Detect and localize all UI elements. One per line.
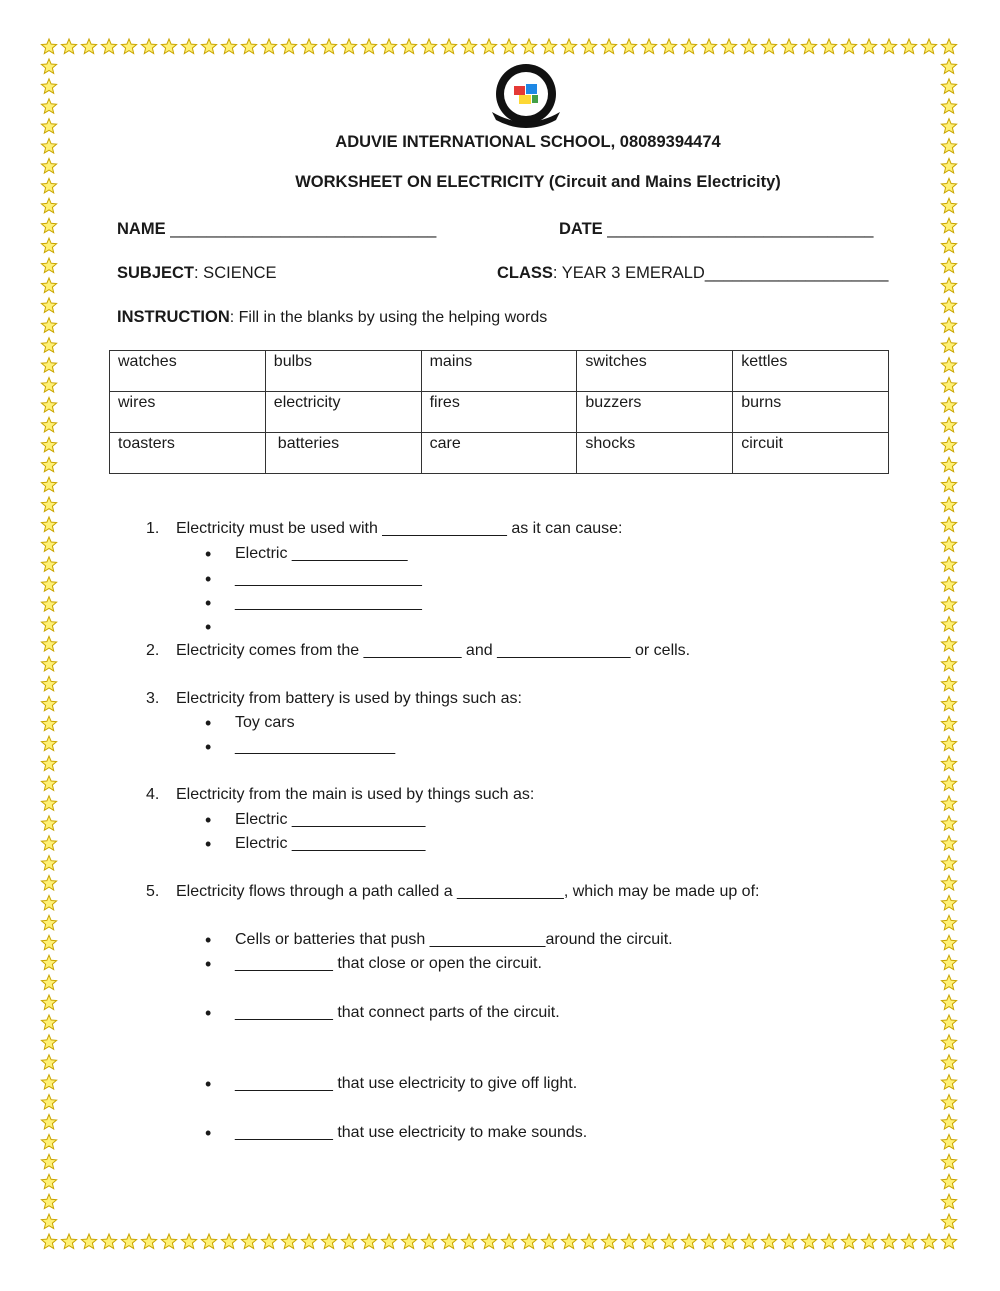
question-4-number: 4. — [146, 786, 160, 803]
border-star — [941, 716, 956, 730]
border-star — [881, 39, 896, 54]
worksheet-title: WORKSHEET ON ELECTRICITY (Circuit and Mains Electricity) — [295, 173, 781, 191]
border-star — [941, 1234, 956, 1249]
border-star — [941, 975, 956, 990]
border-star — [941, 99, 956, 113]
bullet-dot: • — [205, 810, 212, 830]
border-star — [221, 39, 236, 54]
border-star — [321, 1234, 336, 1249]
border-star — [301, 1234, 316, 1249]
border-star — [941, 417, 956, 432]
border-star — [901, 39, 916, 54]
border-star — [261, 39, 276, 54]
date-field[interactable] — [559, 220, 873, 239]
border-star — [941, 1154, 956, 1169]
border-star — [561, 1234, 576, 1249]
border-star — [41, 1115, 56, 1130]
border-star — [41, 457, 56, 471]
bullet-text: ___________ that use electricity to make sounds. — [235, 1124, 588, 1141]
border-star — [41, 218, 56, 232]
border-star — [361, 39, 376, 54]
border-star — [781, 1234, 796, 1249]
bullet-text: ___________ that use electricity to give off light. — [235, 1075, 578, 1092]
border-star — [941, 876, 956, 891]
border-star — [201, 1234, 216, 1249]
border-star — [941, 656, 956, 671]
name-blank[interactable]: _____________________________ — [170, 220, 437, 238]
border-star — [461, 39, 476, 54]
border-star — [41, 557, 56, 572]
border-star — [41, 278, 56, 293]
bullet-text: Electric _______________ — [235, 811, 426, 828]
border-star — [941, 198, 956, 213]
border-star — [581, 1234, 596, 1249]
border-star — [701, 1234, 716, 1249]
border-star — [41, 876, 56, 891]
border-star — [121, 1234, 136, 1249]
border-star — [41, 417, 56, 432]
border-star — [501, 1234, 516, 1249]
border-star — [941, 756, 956, 771]
bullet-text: __________________ — [235, 738, 396, 755]
border-star — [41, 816, 56, 830]
border-star — [801, 1234, 816, 1249]
bullet-dot: • — [205, 834, 212, 854]
border-star — [941, 816, 956, 830]
border-star — [741, 39, 756, 54]
word-cell: fires — [421, 392, 577, 433]
border-star — [841, 39, 856, 54]
border-star — [41, 99, 56, 113]
bullet-text: _____________________ — [235, 570, 422, 587]
border-star — [41, 318, 56, 333]
border-star — [821, 1234, 836, 1249]
border-star — [61, 1234, 76, 1249]
word-cell: watches — [110, 351, 266, 392]
border-star — [941, 955, 956, 969]
border-star — [321, 39, 336, 54]
border-star — [161, 1234, 176, 1249]
border-star — [941, 437, 956, 452]
border-star — [761, 39, 776, 54]
bullet-text: _____________________ — [235, 594, 422, 611]
border-star — [521, 39, 536, 54]
table-row — [110, 392, 889, 433]
border-star — [301, 39, 316, 54]
border-star — [41, 398, 56, 413]
border-star — [781, 39, 796, 54]
border-star — [441, 1234, 456, 1249]
word-cell: batteries — [265, 433, 421, 474]
border-star — [761, 1234, 776, 1249]
border-star — [81, 1234, 96, 1249]
border-star — [41, 1075, 56, 1089]
border-star — [241, 1234, 256, 1249]
border-star — [661, 1234, 676, 1249]
name-field[interactable] — [117, 220, 436, 239]
border-star — [41, 895, 56, 910]
bullet-text: ___________ that connect parts of the circuit. — [235, 1004, 560, 1021]
border-star — [341, 39, 356, 54]
bullet-dot: • — [205, 1123, 212, 1143]
class-field — [497, 264, 888, 283]
question-5-text[interactable]: Electricity flows through a path called a ____________, which may be made up of: — [176, 883, 760, 900]
word-cell: kettles — [733, 351, 889, 392]
border-star — [41, 358, 56, 372]
border-star — [41, 716, 56, 730]
border-star — [721, 1234, 736, 1249]
border-star — [941, 378, 956, 393]
question-1-bullet-3[interactable] — [205, 593, 422, 613]
school-logo — [488, 62, 564, 128]
border-star — [361, 1234, 376, 1249]
question-4-text: Electricity from the main is used by things such as: — [176, 786, 535, 803]
border-star — [541, 39, 556, 54]
border-star — [941, 597, 956, 611]
border-star — [941, 517, 956, 532]
question-2-number: 2. — [146, 642, 160, 659]
border-star — [621, 1234, 636, 1249]
border-star — [941, 1055, 956, 1069]
question-1-text[interactable]: Electricity must be used with ______________ as it can cause: — [176, 520, 623, 537]
border-star — [41, 79, 56, 94]
word-cell: electricity — [265, 392, 421, 433]
border-star — [181, 39, 196, 54]
border-star — [941, 298, 956, 313]
border-star — [41, 955, 56, 969]
border-star — [41, 497, 56, 512]
border-star — [941, 79, 956, 94]
border-star — [41, 1055, 56, 1069]
bullet-dot: • — [205, 713, 212, 733]
border-star — [941, 398, 956, 413]
border-star — [941, 477, 956, 491]
border-star — [941, 1214, 956, 1229]
border-star — [261, 1234, 276, 1249]
border-star — [941, 895, 956, 910]
border-star — [941, 457, 956, 471]
border-star — [921, 39, 936, 54]
border-star — [101, 39, 116, 54]
border-star — [41, 298, 56, 313]
border-star — [101, 1234, 116, 1249]
border-star — [941, 1095, 956, 1110]
border-star — [601, 39, 616, 54]
class-value: : YEAR 3 EMERALD____________________ — [552, 264, 889, 282]
border-star — [941, 1174, 956, 1188]
question-1-number: 1. — [146, 520, 160, 537]
border-star — [881, 1234, 896, 1249]
border-star — [601, 1234, 616, 1249]
border-star — [641, 1234, 656, 1249]
border-star — [41, 836, 56, 850]
bullet-dot: • — [205, 954, 212, 974]
word-cell: burns — [733, 392, 889, 433]
border-star — [281, 39, 296, 54]
table-row — [110, 433, 889, 474]
border-star — [941, 915, 956, 930]
question-4-bullet-1[interactable] — [205, 810, 426, 830]
question-3-bullet-2[interactable] — [205, 737, 396, 757]
border-star — [121, 39, 136, 54]
border-star — [941, 119, 956, 133]
name-label: NAME — [117, 220, 166, 238]
border-star — [161, 39, 176, 54]
border-star — [641, 39, 656, 54]
border-star — [861, 1234, 876, 1249]
border-star — [541, 1234, 556, 1249]
border-star — [901, 1234, 916, 1249]
border-star — [421, 1234, 436, 1249]
border-star — [721, 39, 736, 54]
border-star — [41, 119, 56, 133]
border-star — [221, 1234, 236, 1249]
border-star — [401, 1234, 416, 1249]
border-star — [941, 39, 956, 54]
border-star — [421, 39, 436, 54]
border-star — [941, 1015, 956, 1030]
border-star — [41, 537, 56, 552]
border-star — [441, 39, 456, 54]
border-star — [41, 1134, 56, 1149]
border-star — [941, 1035, 956, 1050]
border-star — [941, 1075, 956, 1089]
word-cell: circuit — [733, 433, 889, 474]
date-blank[interactable]: _____________________________ — [607, 220, 874, 238]
border-star — [41, 1015, 56, 1030]
border-star — [41, 1035, 56, 1050]
border-star — [41, 676, 56, 691]
border-star — [941, 1115, 956, 1130]
border-star — [381, 1234, 396, 1249]
border-star — [941, 1194, 956, 1208]
question-5-bullet-1[interactable] — [205, 930, 673, 950]
border-star — [41, 995, 56, 1010]
bullet-dot: • — [205, 1074, 212, 1094]
border-star — [41, 656, 56, 671]
border-star — [941, 258, 956, 273]
instruction — [117, 308, 547, 327]
border-star — [941, 836, 956, 850]
word-cell: switches — [577, 351, 733, 392]
border-star — [81, 39, 96, 54]
border-star — [941, 557, 956, 572]
border-star — [941, 537, 956, 552]
border-star — [701, 39, 716, 54]
border-star — [41, 378, 56, 393]
border-star — [41, 437, 56, 452]
border-star — [941, 856, 956, 871]
bullet-dot: • — [205, 544, 212, 564]
border-star — [941, 617, 956, 632]
border-star — [41, 975, 56, 990]
border-star — [741, 1234, 756, 1249]
question-4-bullet-2[interactable] — [205, 834, 426, 854]
question-5-number: 5. — [146, 883, 160, 900]
border-star — [41, 477, 56, 491]
border-star — [181, 1234, 196, 1249]
border-star — [41, 796, 56, 811]
border-star — [401, 39, 416, 54]
bullet-dot: • — [205, 737, 212, 757]
border-star — [941, 238, 956, 252]
border-star — [941, 776, 956, 791]
word-cell: mains — [421, 351, 577, 392]
border-star — [841, 1234, 856, 1249]
question-5-bullet-5[interactable] — [205, 1123, 588, 1143]
border-star — [41, 1214, 56, 1229]
subject-label: SUBJECT — [117, 264, 195, 282]
border-star — [41, 517, 56, 532]
border-star — [941, 577, 956, 591]
class-label: CLASS — [497, 264, 553, 282]
question-1-bullet-1[interactable] — [205, 544, 408, 564]
border-star — [481, 39, 496, 54]
border-star — [41, 637, 56, 652]
border-star — [41, 1095, 56, 1110]
table-row — [110, 351, 889, 392]
border-star — [501, 39, 516, 54]
word-cell: wires — [110, 392, 266, 433]
border-star — [61, 39, 76, 54]
bullet-dot: • — [205, 593, 212, 613]
border-star — [661, 39, 676, 54]
word-cell: shocks — [577, 433, 733, 474]
border-star — [41, 856, 56, 871]
border-star — [381, 39, 396, 54]
bullet-dot: • — [205, 617, 212, 637]
border-star — [941, 935, 956, 949]
border-star — [941, 676, 956, 691]
question-5-bullet-3[interactable] — [205, 1003, 560, 1023]
word-cell: buzzers — [577, 392, 733, 433]
border-star — [481, 1234, 496, 1249]
border-star — [341, 1234, 356, 1249]
border-star — [941, 159, 956, 174]
bullet-text: Cells or batteries that push _____________around the circuit. — [235, 931, 673, 948]
border-star — [521, 1234, 536, 1249]
border-star — [41, 935, 56, 949]
subject-value: : SCIENCE — [194, 264, 277, 282]
border-star — [861, 39, 876, 54]
border-star — [41, 1234, 56, 1249]
border-star — [41, 198, 56, 213]
border-star — [941, 59, 956, 74]
bullet-text: ___________ that close or open the circuit. — [235, 955, 542, 972]
border-star — [681, 39, 696, 54]
border-star — [941, 637, 956, 652]
border-star — [461, 1234, 476, 1249]
bullet-dot: • — [205, 569, 212, 589]
border-star — [41, 1194, 56, 1208]
border-star — [41, 776, 56, 791]
question-5-bullet-4[interactable] — [205, 1074, 578, 1094]
border-star — [941, 995, 956, 1010]
subject-field — [117, 264, 277, 283]
border-star — [41, 617, 56, 632]
border-star — [941, 497, 956, 512]
word-cell: toasters — [110, 433, 266, 474]
border-star — [281, 1234, 296, 1249]
border-star — [941, 1134, 956, 1149]
question-1-bullet-2[interactable] — [205, 569, 422, 589]
border-star — [41, 597, 56, 611]
bullet-text: Toy cars — [235, 714, 295, 731]
border-star — [41, 577, 56, 591]
border-star — [821, 39, 836, 54]
border-star — [241, 39, 256, 54]
border-star — [621, 39, 636, 54]
border-star — [941, 218, 956, 232]
border-star — [941, 318, 956, 333]
border-star — [141, 1234, 156, 1249]
border-star — [41, 696, 56, 710]
border-star — [41, 258, 56, 273]
date-label: DATE — [559, 220, 603, 238]
border-star — [561, 39, 576, 54]
border-star — [921, 1234, 936, 1249]
question-3-text: Electricity from battery is used by things such as: — [176, 690, 522, 707]
border-star — [941, 278, 956, 293]
bullet-text: Electric _______________ — [235, 835, 426, 852]
border-star — [941, 358, 956, 372]
instruction-value: : Fill in the blanks by using the helping words — [229, 309, 548, 326]
border-star — [941, 338, 956, 352]
question-5-bullet-2[interactable] — [205, 954, 542, 974]
word-cell: bulbs — [265, 351, 421, 392]
question-2-text[interactable]: Electricity comes from the ___________ and _______________ or cells. — [176, 642, 691, 659]
border-star — [41, 736, 56, 751]
question-3-number: 3. — [146, 690, 160, 707]
border-star — [581, 39, 596, 54]
bullet-dot: • — [205, 930, 212, 950]
border-star — [941, 696, 956, 710]
instruction-label: INSTRUCTION — [117, 308, 230, 326]
border-star — [41, 915, 56, 930]
border-star — [41, 756, 56, 771]
border-star — [201, 39, 216, 54]
border-star — [41, 1154, 56, 1169]
border-star — [41, 59, 56, 74]
word-cell: care — [421, 433, 577, 474]
border-star — [41, 238, 56, 252]
border-star — [41, 39, 56, 54]
border-star — [941, 796, 956, 811]
border-star — [681, 1234, 696, 1249]
bullet-dot: • — [205, 1003, 212, 1023]
word-bank-table — [109, 350, 889, 474]
border-star — [41, 1174, 56, 1188]
border-star — [941, 736, 956, 751]
question-3-bullet-1 — [205, 713, 295, 733]
border-star — [41, 159, 56, 174]
school-name: ADUVIE INTERNATIONAL SCHOOL, 08089394474 — [335, 133, 721, 151]
bullet-text: Electric _____________ — [235, 545, 408, 562]
border-star — [801, 39, 816, 54]
border-star — [141, 39, 156, 54]
border-star — [41, 338, 56, 352]
